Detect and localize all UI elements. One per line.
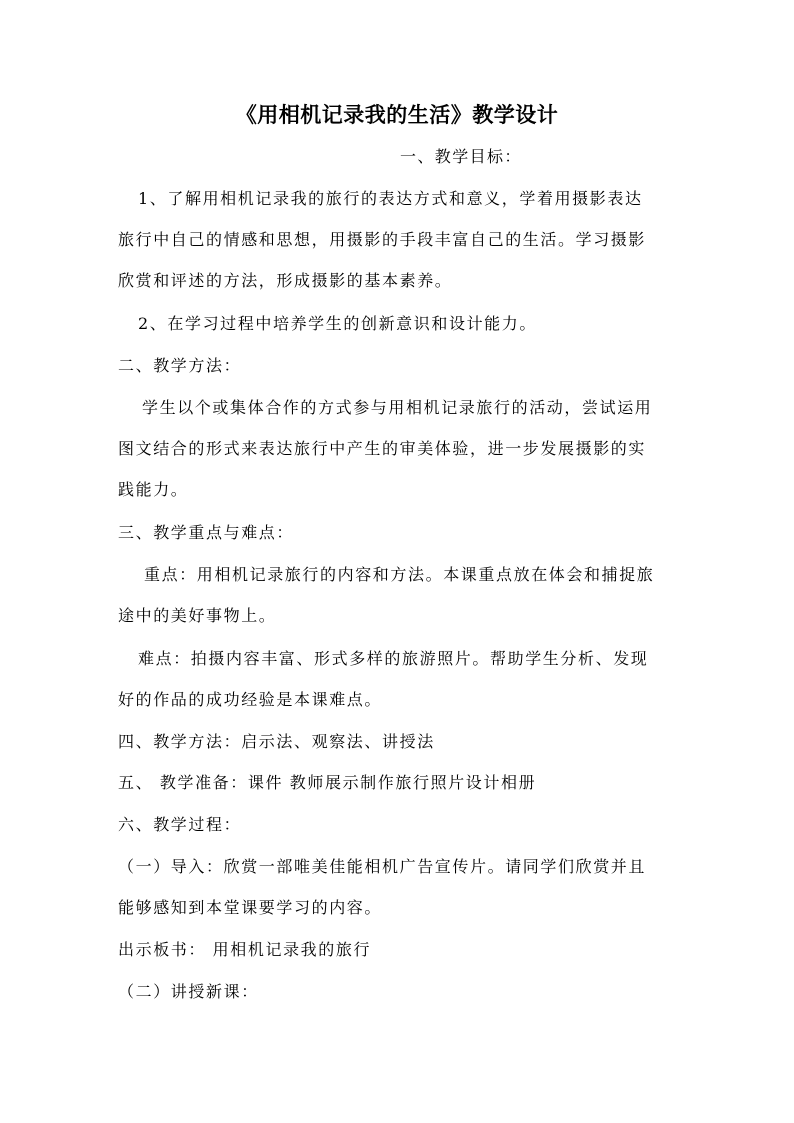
paragraph-line: 学生以个或集体合作的方式参与用相机记录旅行的活动，尝试运用 [142, 398, 653, 417]
paragraph-line: 欣赏和评述的方法，形成摄影的基本素养。 [118, 271, 453, 290]
paragraph-line: 重点：用相机记录旅行的内容和方法。本课重点放在体会和捕捉旅 [144, 565, 655, 584]
paragraph-line: 1、了解用相机记录我的旅行的表达方式和意义，学着用摄影表达 [138, 189, 643, 208]
heading-teaching-methods: 二、教学方法： [118, 356, 242, 375]
paragraph-line: 旅行中自己的情感和思想，用摄影的手段丰富自己的生活。学习摄影 [118, 230, 647, 249]
paragraph-line: 图文结合的形式来表达旅行中产生的审美体验，进一步发展摄影的实 [118, 439, 647, 458]
paragraph-line: 难点：拍摄内容丰富、形式多样的旅游照片。帮助学生分析、发现 [138, 649, 649, 668]
heading-preparation: 五、 教学准备：课件 教师展示制作旅行照片设计相册 [118, 773, 537, 792]
paragraph-line: 践能力。 [118, 480, 189, 499]
heading-teaching-goals: 一、教学目标： [400, 147, 522, 166]
heading-key-points: 三、教学重点与难点： [118, 523, 295, 542]
paragraph-line: 能够感知到本堂课要学习的内容。 [118, 898, 383, 917]
document-title: 《用相机记录我的生活》教学设计 [235, 102, 559, 127]
heading-process: 六、教学过程： [118, 815, 242, 834]
paragraph-line: 2、在学习过程中培养学生的创新意识和设计能力。 [138, 314, 537, 333]
paragraph-line: 好的作品的成功经验是本课难点。 [118, 690, 383, 709]
paragraph-line: （一）导入：欣赏一部唯美佳能相机广告宣传片。请同学们欣赏并且 [118, 857, 647, 876]
paragraph-line: 出示板书： 用相机记录我的旅行 [118, 940, 372, 959]
heading-methods-list: 四、教学方法：启示法、观察法、讲授法 [118, 732, 435, 751]
subheading-new-lesson: （二）讲授新课： [118, 982, 259, 1001]
paragraph-line: 途中的美好事物上。 [118, 606, 277, 625]
